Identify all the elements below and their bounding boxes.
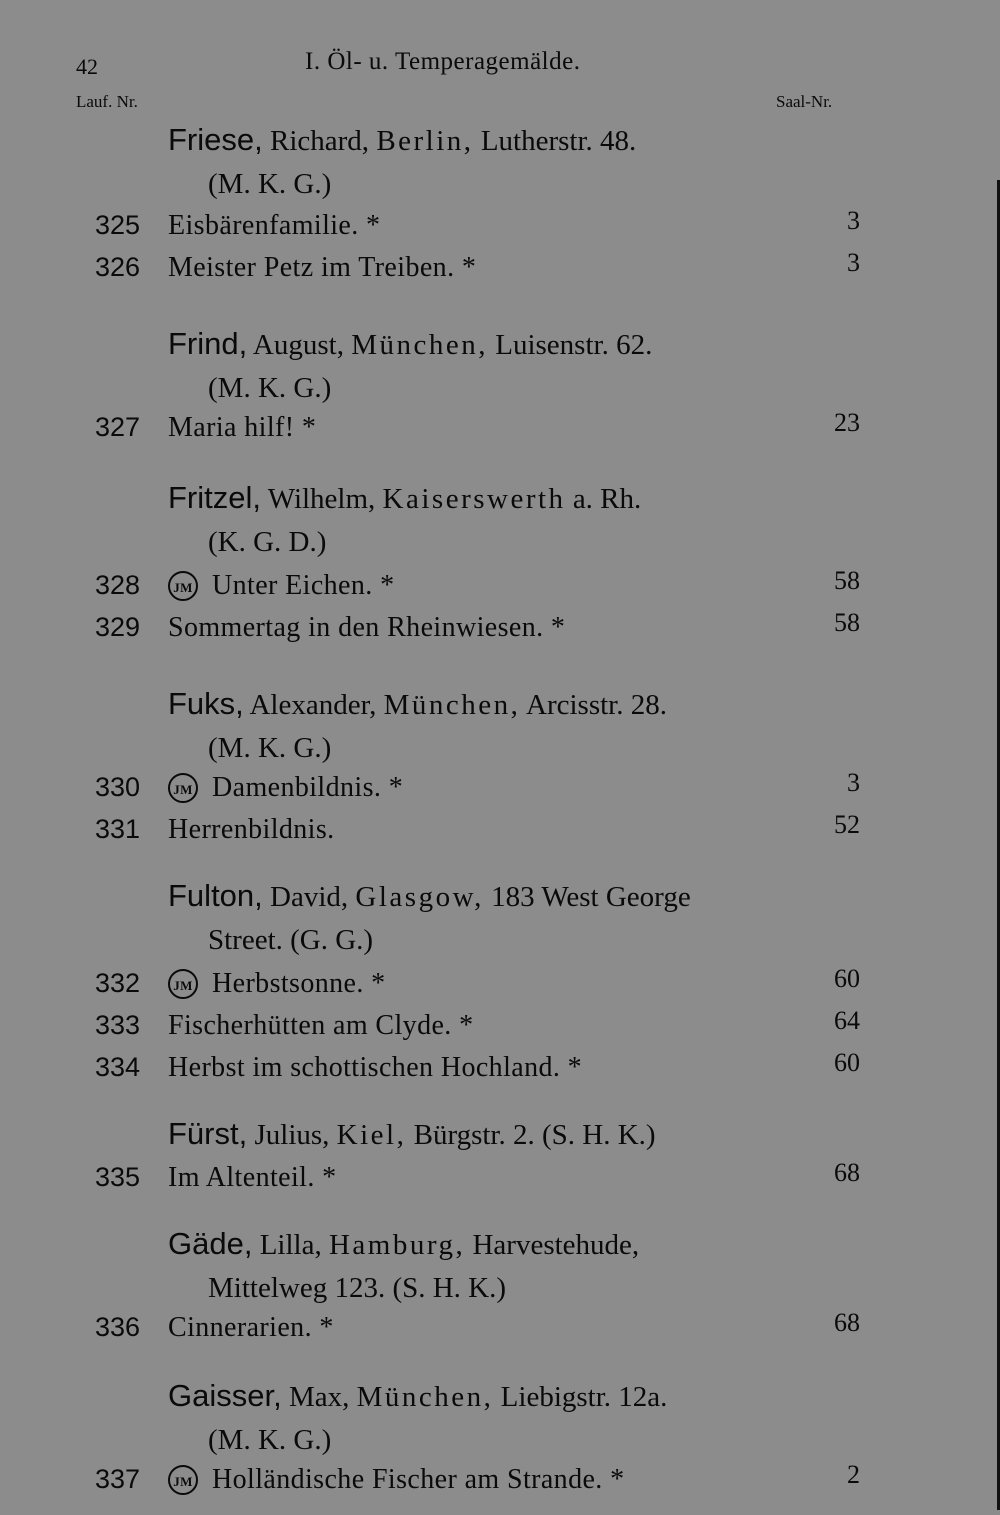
entry-room-number: 52 xyxy=(834,810,860,839)
catalog-entry xyxy=(90,1006,860,1050)
monogram-mark-icon: JM xyxy=(168,1465,198,1495)
artist-heading xyxy=(168,682,808,770)
catalog-entry xyxy=(90,1460,860,1504)
entry-room-number: 68 xyxy=(834,1158,860,1187)
artist-given-name: Wilhelm, xyxy=(267,483,376,515)
artist-name: Fritzel, xyxy=(168,480,261,515)
entry-title: Holländische Fischer am Strande. * xyxy=(212,1464,625,1495)
artist-given-name: Lilla, xyxy=(259,1229,322,1261)
artist-given-name: August, xyxy=(252,329,344,361)
monogram-mark-icon: JM xyxy=(168,969,198,999)
entry-title: Eisbärenfamilie. * xyxy=(168,210,381,241)
artist-city: Kaiserswerth xyxy=(382,483,566,515)
page-number: 42 xyxy=(76,54,98,79)
artist-heading xyxy=(168,1374,808,1462)
entry-room-number: 58 xyxy=(834,566,860,595)
entry-room-number: 3 xyxy=(847,206,860,235)
entry-room-number: 58 xyxy=(834,608,860,637)
entry-number: 337 xyxy=(95,1464,141,1494)
entry-title-wrap xyxy=(168,772,403,804)
artist-address: Arcisstr. 28. xyxy=(526,689,667,721)
monogram-mark-icon: JM xyxy=(168,571,198,601)
entry-number: 333 xyxy=(95,1010,141,1040)
entry-title: Damenbildnis. * xyxy=(212,772,404,803)
artist-given-name: Julius, xyxy=(254,1119,330,1151)
entry-number: 328 xyxy=(95,570,141,600)
artist-name: Fuks, xyxy=(168,686,244,721)
artist-address: Harvestehude, xyxy=(472,1229,640,1261)
entry-room-number: 68 xyxy=(834,1308,860,1337)
artist-address: Luisenstr. 62. xyxy=(495,329,653,361)
artist-address: Lutherstr. 48. xyxy=(480,125,637,157)
artist-heading xyxy=(168,476,808,564)
catalog-entry xyxy=(90,206,860,250)
entry-title: Maria hilf! * xyxy=(168,412,317,443)
entry-room-number: 2 xyxy=(847,1460,860,1489)
artist-address: 183 West George xyxy=(491,881,691,913)
column-header-lauf-nr: Lauf. Nr. xyxy=(76,92,138,111)
entry-room-number: 3 xyxy=(847,248,860,277)
entry-number: 335 xyxy=(95,1162,141,1192)
artist-address: a. Rh. xyxy=(572,483,642,515)
column-header-saal-nr: Saal-Nr. xyxy=(776,92,833,111)
entry-number: 334 xyxy=(95,1052,141,1082)
artist-name: Fulton, xyxy=(168,878,263,913)
entry-title: Meister Petz im Treiben. * xyxy=(168,252,477,283)
artist-city: München, xyxy=(351,329,488,361)
entry-number: 331 xyxy=(95,814,141,844)
artist-name: Friese, xyxy=(168,122,263,157)
artist-name: Gaisser, xyxy=(168,1378,282,1413)
entry-number: 332 xyxy=(95,968,141,998)
artist-heading xyxy=(168,1112,808,1157)
artist-affiliation: Mittelweg 123. (S. H. K.) xyxy=(208,1272,507,1304)
artist-address: Bürgstr. 2. (S. H. K.) xyxy=(413,1119,656,1151)
artist-given-name: Richard, xyxy=(270,125,370,157)
artist-name: Fürst, xyxy=(168,1116,248,1151)
artist-city: Hamburg, xyxy=(328,1229,466,1261)
running-title: I. Öl- u. Temperagemälde. xyxy=(305,48,581,75)
entry-title-wrap xyxy=(168,1464,625,1496)
entry-room-number: 23 xyxy=(834,408,860,437)
artist-heading xyxy=(168,874,808,962)
entry-title-wrap xyxy=(168,968,386,1000)
catalog-entry xyxy=(90,1048,860,1092)
entry-number: 327 xyxy=(95,412,141,442)
catalog-entry xyxy=(90,964,860,1008)
entry-title: Sommertag in den Rheinwiesen. * xyxy=(168,612,566,643)
entry-title: Unter Eichen. * xyxy=(212,570,395,601)
artist-affiliation: (M. K. G.) xyxy=(208,372,332,404)
entry-number: 326 xyxy=(95,252,141,282)
catalog-entry xyxy=(90,1158,860,1202)
artist-city: Kiel, xyxy=(336,1119,407,1151)
artist-name: Gäde, xyxy=(168,1226,253,1261)
artist-city: Berlin, xyxy=(376,125,474,157)
artist-affiliation: Street. (G. G.) xyxy=(208,924,374,956)
artist-name: Frind, xyxy=(168,326,248,361)
artist-city: München, xyxy=(383,689,521,721)
entry-title: Cinnerarien. * xyxy=(168,1312,334,1343)
catalog-entry xyxy=(90,1308,860,1352)
artist-city: München, xyxy=(356,1381,494,1413)
artist-address: Liebigstr. 12a. xyxy=(500,1381,668,1413)
entry-number: 325 xyxy=(95,210,141,240)
artist-given-name: David, xyxy=(270,881,349,913)
artist-heading xyxy=(168,1222,808,1310)
artist-city: Glasgow, xyxy=(355,881,484,913)
entry-number: 329 xyxy=(95,612,141,642)
catalog-entry xyxy=(90,566,860,610)
catalog-entry xyxy=(90,810,860,854)
artist-given-name: Max, xyxy=(288,1381,350,1413)
artist-heading xyxy=(168,118,808,206)
entry-title: Fischerhütten am Clyde. * xyxy=(168,1010,474,1041)
artist-affiliation: (K. G. D.) xyxy=(208,526,327,558)
catalog-entry xyxy=(90,408,860,452)
entry-title: Herrenbildnis. xyxy=(168,814,335,845)
entry-title: Herbstsonne. * xyxy=(212,968,386,999)
entry-title: Herbst im schottischen Hochland. * xyxy=(168,1052,583,1083)
entry-room-number: 60 xyxy=(834,1048,860,1077)
artist-affiliation: (M. K. G.) xyxy=(208,732,332,764)
artist-affiliation: (M. K. G.) xyxy=(208,1424,332,1456)
entry-number: 336 xyxy=(95,1312,141,1342)
entry-room-number: 3 xyxy=(847,768,860,797)
artist-given-name: Alexander, xyxy=(249,689,377,721)
catalog-entry xyxy=(90,768,860,812)
entry-room-number: 60 xyxy=(834,964,860,993)
catalog-entry xyxy=(90,248,860,292)
catalog-entry xyxy=(90,608,860,652)
entry-room-number: 64 xyxy=(834,1006,860,1035)
artist-affiliation: (M. K. G.) xyxy=(208,168,332,200)
entry-number: 330 xyxy=(95,772,141,802)
entry-title: Im Altenteil. * xyxy=(168,1162,337,1193)
artist-heading xyxy=(168,322,808,410)
entry-title-wrap xyxy=(168,570,395,602)
monogram-mark-icon: JM xyxy=(168,773,198,803)
